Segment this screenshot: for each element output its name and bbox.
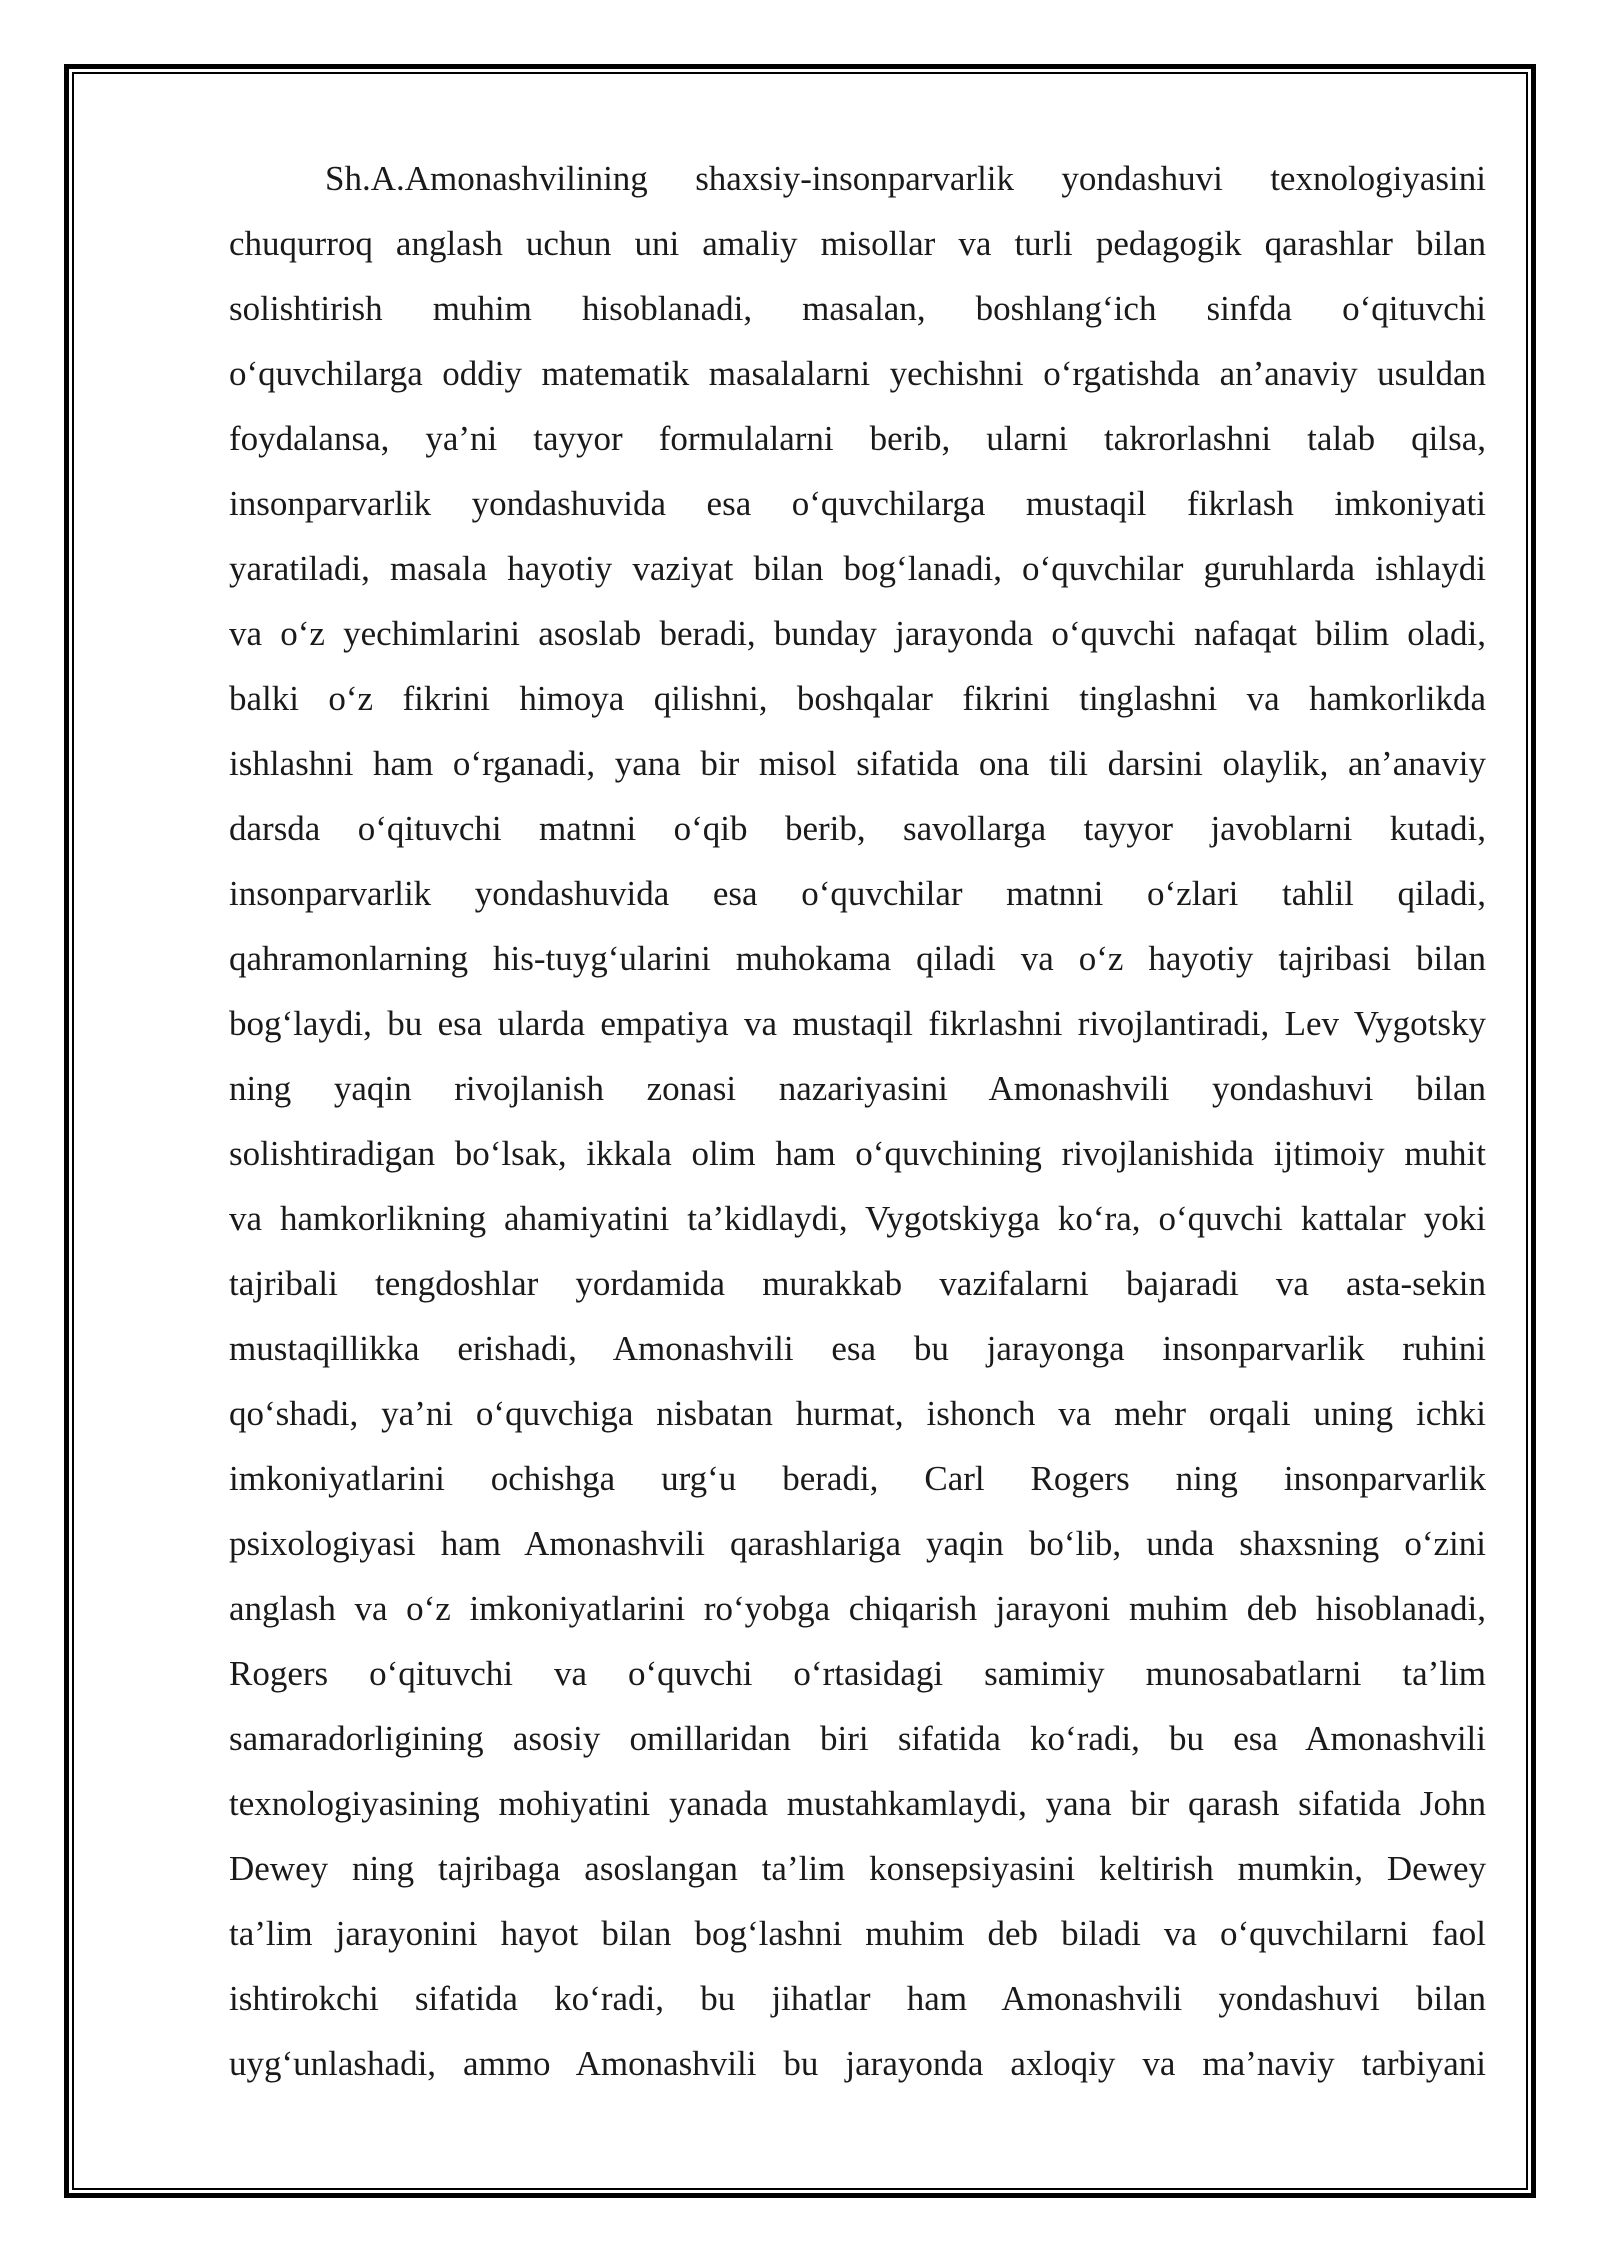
paragraph-line: solishtirish muhim hisoblanadi, masalan, boshlang‘ich sinfda o‘qituvchi <box>229 289 1486 328</box>
paragraph-line: imkoniyatlarini ochishga urg‘u beradi, Carl Rogers ning insonparvarlik <box>229 1459 1486 1498</box>
paragraph-line: mustaqillikka erishadi, Amonashvili esa bu jarayonga insonparvarlik ruhini <box>229 1329 1486 1368</box>
paragraph-line: ning yaqin rivojlanish zonasi nazariyasini Amonashvili yondashuvi bilan <box>229 1069 1486 1108</box>
body-paragraph <box>229 146 1486 2096</box>
paragraph-line: foydalansa, ya’ni tayyor formulalarni berib, ularni takrorlashni talab qilsa, <box>229 419 1486 458</box>
paragraph-line: solishtiradigan bo‘lsak, ikkala olim ham o‘quvchining rivojlanishida ijtimoiy muhit <box>229 1134 1486 1173</box>
paragraph-line: qo‘shadi, ya’ni o‘quvchiga nisbatan hurmat, ishonch va mehr orqali uning ichki <box>229 1394 1486 1433</box>
paragraph-line: chuqurroq anglash uchun uni amaliy misollar va turli pedagogik qarashlar bilan <box>229 224 1486 263</box>
paragraph-line: Rogers o‘qituvchi va o‘quvchi o‘rtasidagi samimiy munosabatlarni ta’lim <box>229 1654 1486 1693</box>
paragraph-line: uyg‘unlashadi, ammo Amonashvili bu jarayonda axloqiy va ma’naviy tarbiyani <box>229 2044 1486 2083</box>
paragraph-line: o‘quvchilarga oddiy matematik masalalarni yechishni o‘rgatishda an’anaviy usuldan <box>229 354 1486 393</box>
paragraph-line: samaradorligining asosiy omillaridan biri sifatida ko‘radi, bu esa Amonashvili <box>229 1719 1486 1758</box>
paragraph-line: bog‘laydi, bu esa ularda empatiya va mustaqil fikrlashni rivojlantiradi, Lev Vygotsky <box>229 1004 1486 1043</box>
paragraph-line: insonparvarlik yondashuvida esa o‘quvchilar matnni o‘zlari tahlil qiladi, <box>229 874 1486 913</box>
paragraph-line: insonparvarlik yondashuvida esa o‘quvchilarga mustaqil fikrlash imkoniyati <box>229 484 1486 523</box>
paragraph-line: Dewey ning tajribaga asoslangan ta’lim konsepsiyasini keltirish mumkin, Dewey <box>229 1849 1486 1888</box>
paragraph-line: ta’lim jarayonini hayot bilan bog‘lashni muhim deb biladi va o‘quvchilarni faol <box>229 1914 1486 1953</box>
paragraph-line: Sh.A.Amonashvilining shaxsiy-insonparvarlik yondashuvi texnologiyasini <box>325 159 1486 198</box>
paragraph-line: tajribali tengdoshlar yordamida murakkab vazifalarni bajaradi va asta-sekin <box>229 1264 1486 1303</box>
paragraph-line: ishlashni ham o‘rganadi, yana bir misol sifatida ona tili darsini olaylik, an’anaviy <box>229 744 1486 783</box>
paragraph-line: va hamkorlikning ahamiyatini ta’kidlaydi, Vygotskiyga ko‘ra, o‘quvchi kattalar yoki <box>229 1199 1486 1238</box>
paragraph-line: darsda o‘qituvchi matnni o‘qib berib, savollarga tayyor javoblarni kutadi, <box>229 809 1486 848</box>
paragraph-line: texnologiyasining mohiyatini yanada mustahkamlaydi, yana bir qarash sifatida John <box>229 1784 1486 1823</box>
paragraph-line: psixologiyasi ham Amonashvili qarashlariga yaqin bo‘lib, unda shaxsning o‘zini <box>229 1524 1486 1563</box>
paragraph-line: ishtirokchi sifatida ko‘radi, bu jihatlar ham Amonashvili yondashuvi bilan <box>229 1979 1486 2018</box>
paragraph-line: qahramonlarning his-tuyg‘ularini muhokama qiladi va o‘z hayotiy tajribasi bilan <box>229 939 1486 978</box>
paragraph-line: balki o‘z fikrini himoya qilishni, boshqalar fikrini tinglashni va hamkorlikda <box>229 679 1486 718</box>
paragraph-line: va o‘z yechimlarini asoslab beradi, bunday jarayonda o‘quvchi nafaqat bilim oladi, <box>229 614 1486 653</box>
paragraph-line: anglash va o‘z imkoniyatlarini ro‘yobga chiqarish jarayoni muhim deb hisoblanadi, <box>229 1589 1486 1628</box>
paragraph-line: yaratiladi, masala hayotiy vaziyat bilan bog‘lanadi, o‘quvchilar guruhlarda ishlaydi <box>229 549 1486 588</box>
